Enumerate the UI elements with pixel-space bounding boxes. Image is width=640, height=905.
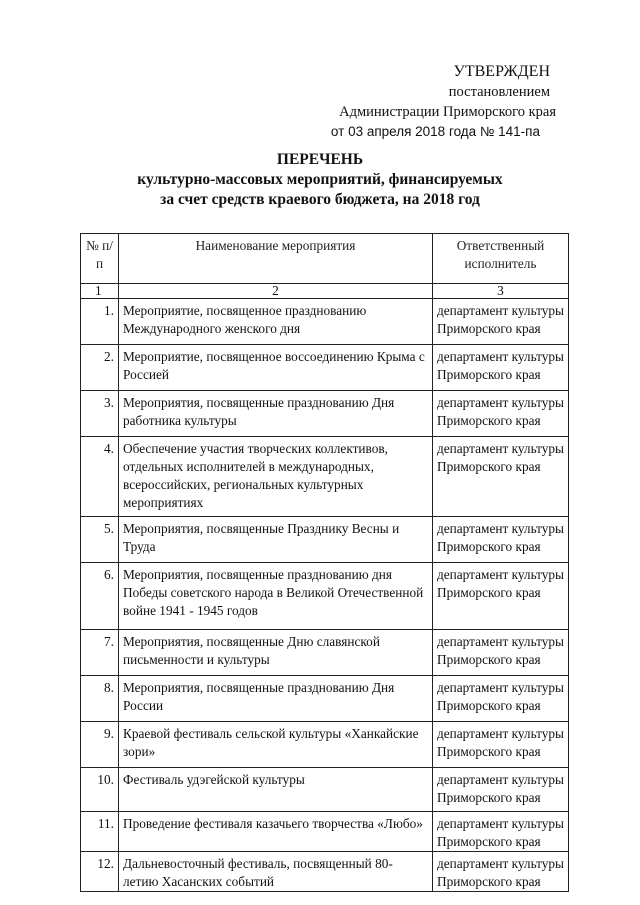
row-num: 5.: [81, 517, 119, 563]
row-name: Дальневосточный фестиваль, посвященный 80-летию Хасанских событий: [119, 852, 433, 892]
row-name: Мероприятия, посвященные Дню славянской письменности и культуры: [119, 630, 433, 676]
row-resp: департамент культуры Приморского края: [433, 345, 569, 391]
row-name: Фестиваль удэгейской культуры: [119, 768, 433, 812]
row-resp: департамент культуры Приморского края: [433, 812, 569, 852]
row-num: 10.: [81, 768, 119, 812]
row-name: Краевой фестиваль сельской культуры «Ханкайские зори»: [119, 722, 433, 768]
table-row: [81, 812, 569, 852]
col-index-2: 2: [119, 284, 433, 299]
title-line-3: за счет средств краевого бюджета, на 2018 год: [160, 191, 480, 208]
row-resp: департамент культуры Приморского края: [433, 437, 569, 517]
row-name: Мероприятия, посвященные празднованию дня Победы советского народа в Великой Отечественной войне 1941 - 1945 годов: [119, 563, 433, 630]
title-line-1: ПЕРЕЧЕНЬ: [276, 151, 364, 168]
row-name: Мероприятие, посвященное празднованию Международного женского дня: [119, 299, 433, 345]
row-num: 6.: [81, 563, 119, 630]
approval-line-decree: постановлением: [448, 84, 550, 100]
table-header-row: [81, 234, 569, 284]
row-name: Мероприятия, посвященные Празднику Весны и Труда: [119, 517, 433, 563]
title-line-2: культурно-массовых мероприятий, финансируемых: [137, 171, 503, 188]
header-name: Наименование мероприятия: [119, 234, 433, 284]
row-num: 3.: [81, 391, 119, 437]
col-index-1: 1: [81, 284, 119, 299]
row-name: Обеспечение участия творческих коллективов, отдельных исполнителей в международных, всероссийских, региональных культурных мероприятиях: [119, 437, 433, 517]
row-name: Мероприятия, посвященные празднованию Дня работника культуры: [119, 391, 433, 437]
row-resp: департамент культуры Приморского края: [433, 676, 569, 722]
table-row: [81, 345, 569, 391]
table-row: [81, 722, 569, 768]
row-num: 9.: [81, 722, 119, 768]
events-table: [80, 233, 569, 892]
col-index-3: 3: [433, 284, 569, 299]
row-resp: департамент культуры Приморского края: [433, 299, 569, 345]
table-row: [81, 437, 569, 517]
table-row: [81, 676, 569, 722]
row-resp: департамент культуры Приморского края: [433, 630, 569, 676]
column-index-row: [81, 284, 569, 299]
approval-title: УТВЕРЖДЕН: [453, 63, 550, 80]
table-row: [81, 768, 569, 812]
row-num: 1.: [81, 299, 119, 345]
table-row: [81, 299, 569, 345]
row-name: Мероприятия, посвященные празднованию Дня России: [119, 676, 433, 722]
row-num: 7.: [81, 630, 119, 676]
row-name: Мероприятие, посвященное воссоединению Крыма с Россией: [119, 345, 433, 391]
table-row: [81, 630, 569, 676]
header-num: № п/п: [81, 234, 119, 284]
row-resp: департамент культуры Приморского края: [433, 768, 569, 812]
approval-stamp: [331, 62, 556, 142]
table-row: [81, 391, 569, 437]
row-resp: департамент культуры Приморского края: [433, 517, 569, 563]
row-resp: департамент культуры Приморского края: [433, 852, 569, 892]
row-num: 2.: [81, 345, 119, 391]
table-row: [81, 852, 569, 892]
table-row: [81, 517, 569, 563]
row-num: 12.: [81, 852, 119, 892]
row-num: 11.: [81, 812, 119, 852]
row-resp: департамент культуры Приморского края: [433, 391, 569, 437]
document-title: [0, 150, 640, 210]
row-num: 8.: [81, 676, 119, 722]
approval-line-administration: Администрации Приморского края: [339, 104, 556, 120]
row-resp: департамент культуры Приморского края: [433, 722, 569, 768]
row-resp: департамент культуры Приморского края: [433, 563, 569, 630]
header-resp: Ответственный исполнитель: [433, 234, 569, 284]
row-name: Проведение фестиваля казачьего творчества «Любо»: [119, 812, 433, 852]
approval-line-date: от 03 апреля 2018 года № 141-па: [330, 124, 540, 139]
row-num: 4.: [81, 437, 119, 517]
table-row: [81, 563, 569, 630]
